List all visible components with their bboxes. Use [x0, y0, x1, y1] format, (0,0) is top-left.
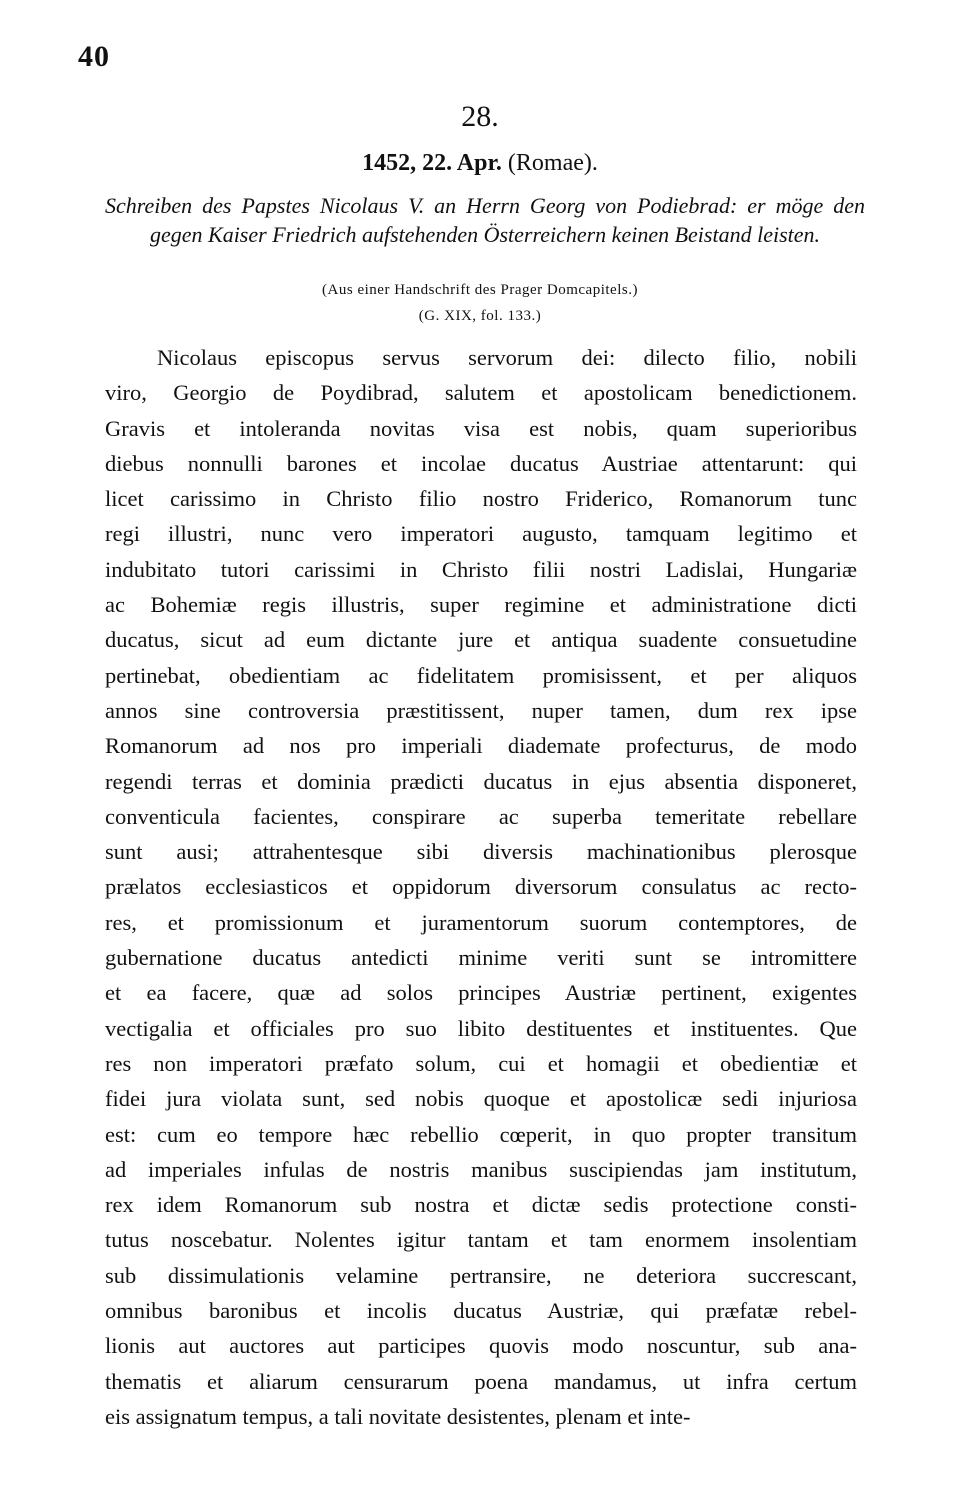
- date-line: [0, 150, 960, 177]
- text-line: diebus nonnulli barones et incolae ducatus Austriae attentarunt: qui: [105, 450, 857, 476]
- place-text: (Romae).: [507, 150, 598, 176]
- text-line: res non imperatori præfato solum, cui et homagii et obedientiæ et: [105, 1050, 857, 1076]
- text-line: res, et promissionum et juramentorum suorum contemptores, de: [105, 909, 857, 935]
- text-line: ad imperiales infulas de nostris manibus suscipiendas jam institutum,: [105, 1156, 857, 1182]
- text-line: vectigalia et officiales pro suo libito destituentes et instituentes. Que: [105, 1015, 857, 1041]
- text-line: fidei jura violata sunt, sed nobis quoque et apostolicæ sedi injuriosa: [105, 1086, 857, 1112]
- text-line: eis assignatum tempus, a tali novitate desistentes, plenam et inte-: [105, 1403, 691, 1429]
- text-line: Gravis et intoleranda novitas visa est nobis, quam superioribus: [105, 415, 857, 441]
- text-line: sub dissimulationis velamine pertransire, ne deteriora succrescant,: [105, 1262, 857, 1288]
- text-line: annos sine controversia præstitissent, nuper tamen, dum rex ipse: [105, 697, 857, 723]
- text-line: lionis aut auctores aut participes quovis modo noscuntur, sub ana-: [105, 1333, 857, 1359]
- text-line: Nicolaus episcopus servus servorum dei: dilecto filio, nobili: [157, 345, 857, 370]
- text-line: est: cum eo tempore hæc rebellio cœperit, in quo propter transitum: [105, 1121, 857, 1147]
- text-line: sunt ausi; attrahentesque sibi diversis machinationibus plerosque: [105, 839, 857, 865]
- text-line: licet carissimo in Christo filio nostro Friderico, Romanorum tunc: [105, 486, 857, 512]
- text-line: Romanorum ad nos pro imperiali diademate profecturus, de modo: [105, 733, 857, 759]
- text-line: et ea facere, quæ ad solos principes Austriæ pertinent, exigentes: [105, 980, 857, 1006]
- text-line: ac Bohemiæ regis illustris, super regimine et administratione dicti: [105, 592, 857, 618]
- text-line: regi illustri, nunc vero imperatori augusto, tamquam legitimo et: [105, 521, 857, 547]
- letter-body: [105, 340, 857, 1434]
- date-text: 1452, 22. Apr.: [362, 150, 502, 176]
- text-line: prælatos ecclesiasticos et oppidorum diversorum consulatus ac recto-: [105, 874, 857, 900]
- document-number: 28.: [461, 100, 499, 133]
- text-line: gubernatione ducatus antedicti minime veriti sunt se intromittere: [105, 945, 857, 971]
- archive-reference: (G. XIX, fol. 133.): [418, 308, 542, 324]
- text-line: rex idem Romanorum sub nostra et dictæ sedis protectione consti-: [105, 1192, 857, 1218]
- text-line: viro, Georgio de Poydibrad, salutem et apostolicam benedictionem.: [105, 380, 857, 406]
- text-line: pertinebat, obedientiam ac fidelitatem promisissent, et per aliquos: [105, 662, 857, 688]
- page-number: 40: [78, 40, 110, 73]
- text-line: ducatus, sicut ad eum dictante jure et antiqua suadente consuetudine: [105, 627, 857, 653]
- document-summary: Schreiben des Papstes Nicolaus V. an Herrn Georg von Podiebrad: er möge den gegen Kaiser Friedrich aufstehenden Österreichern keinen Beistand leisten.: [105, 193, 865, 247]
- text-line: tutus noscebatur. Nolentes igitur tantam et tam enormem insolentiam: [105, 1227, 857, 1253]
- source-note: (Aus einer Handschrift des Prager Domcapitels.): [322, 282, 638, 298]
- text-line: indubitato tutori carissimi in Christo filii nostri Ladislai, Hungariæ: [105, 556, 857, 582]
- text-line: conventicula facientes, conspirare ac superba temeritate rebellare: [105, 803, 857, 829]
- text-line: regendi terras et dominia prædicti ducatus in ejus absentia disponeret,: [105, 768, 857, 794]
- text-line: thematis et aliarum censurarum poena mandamus, ut infra certum: [105, 1368, 857, 1394]
- text-line: omnibus baronibus et incolis ducatus Austriæ, qui præfatæ rebel-: [105, 1298, 857, 1324]
